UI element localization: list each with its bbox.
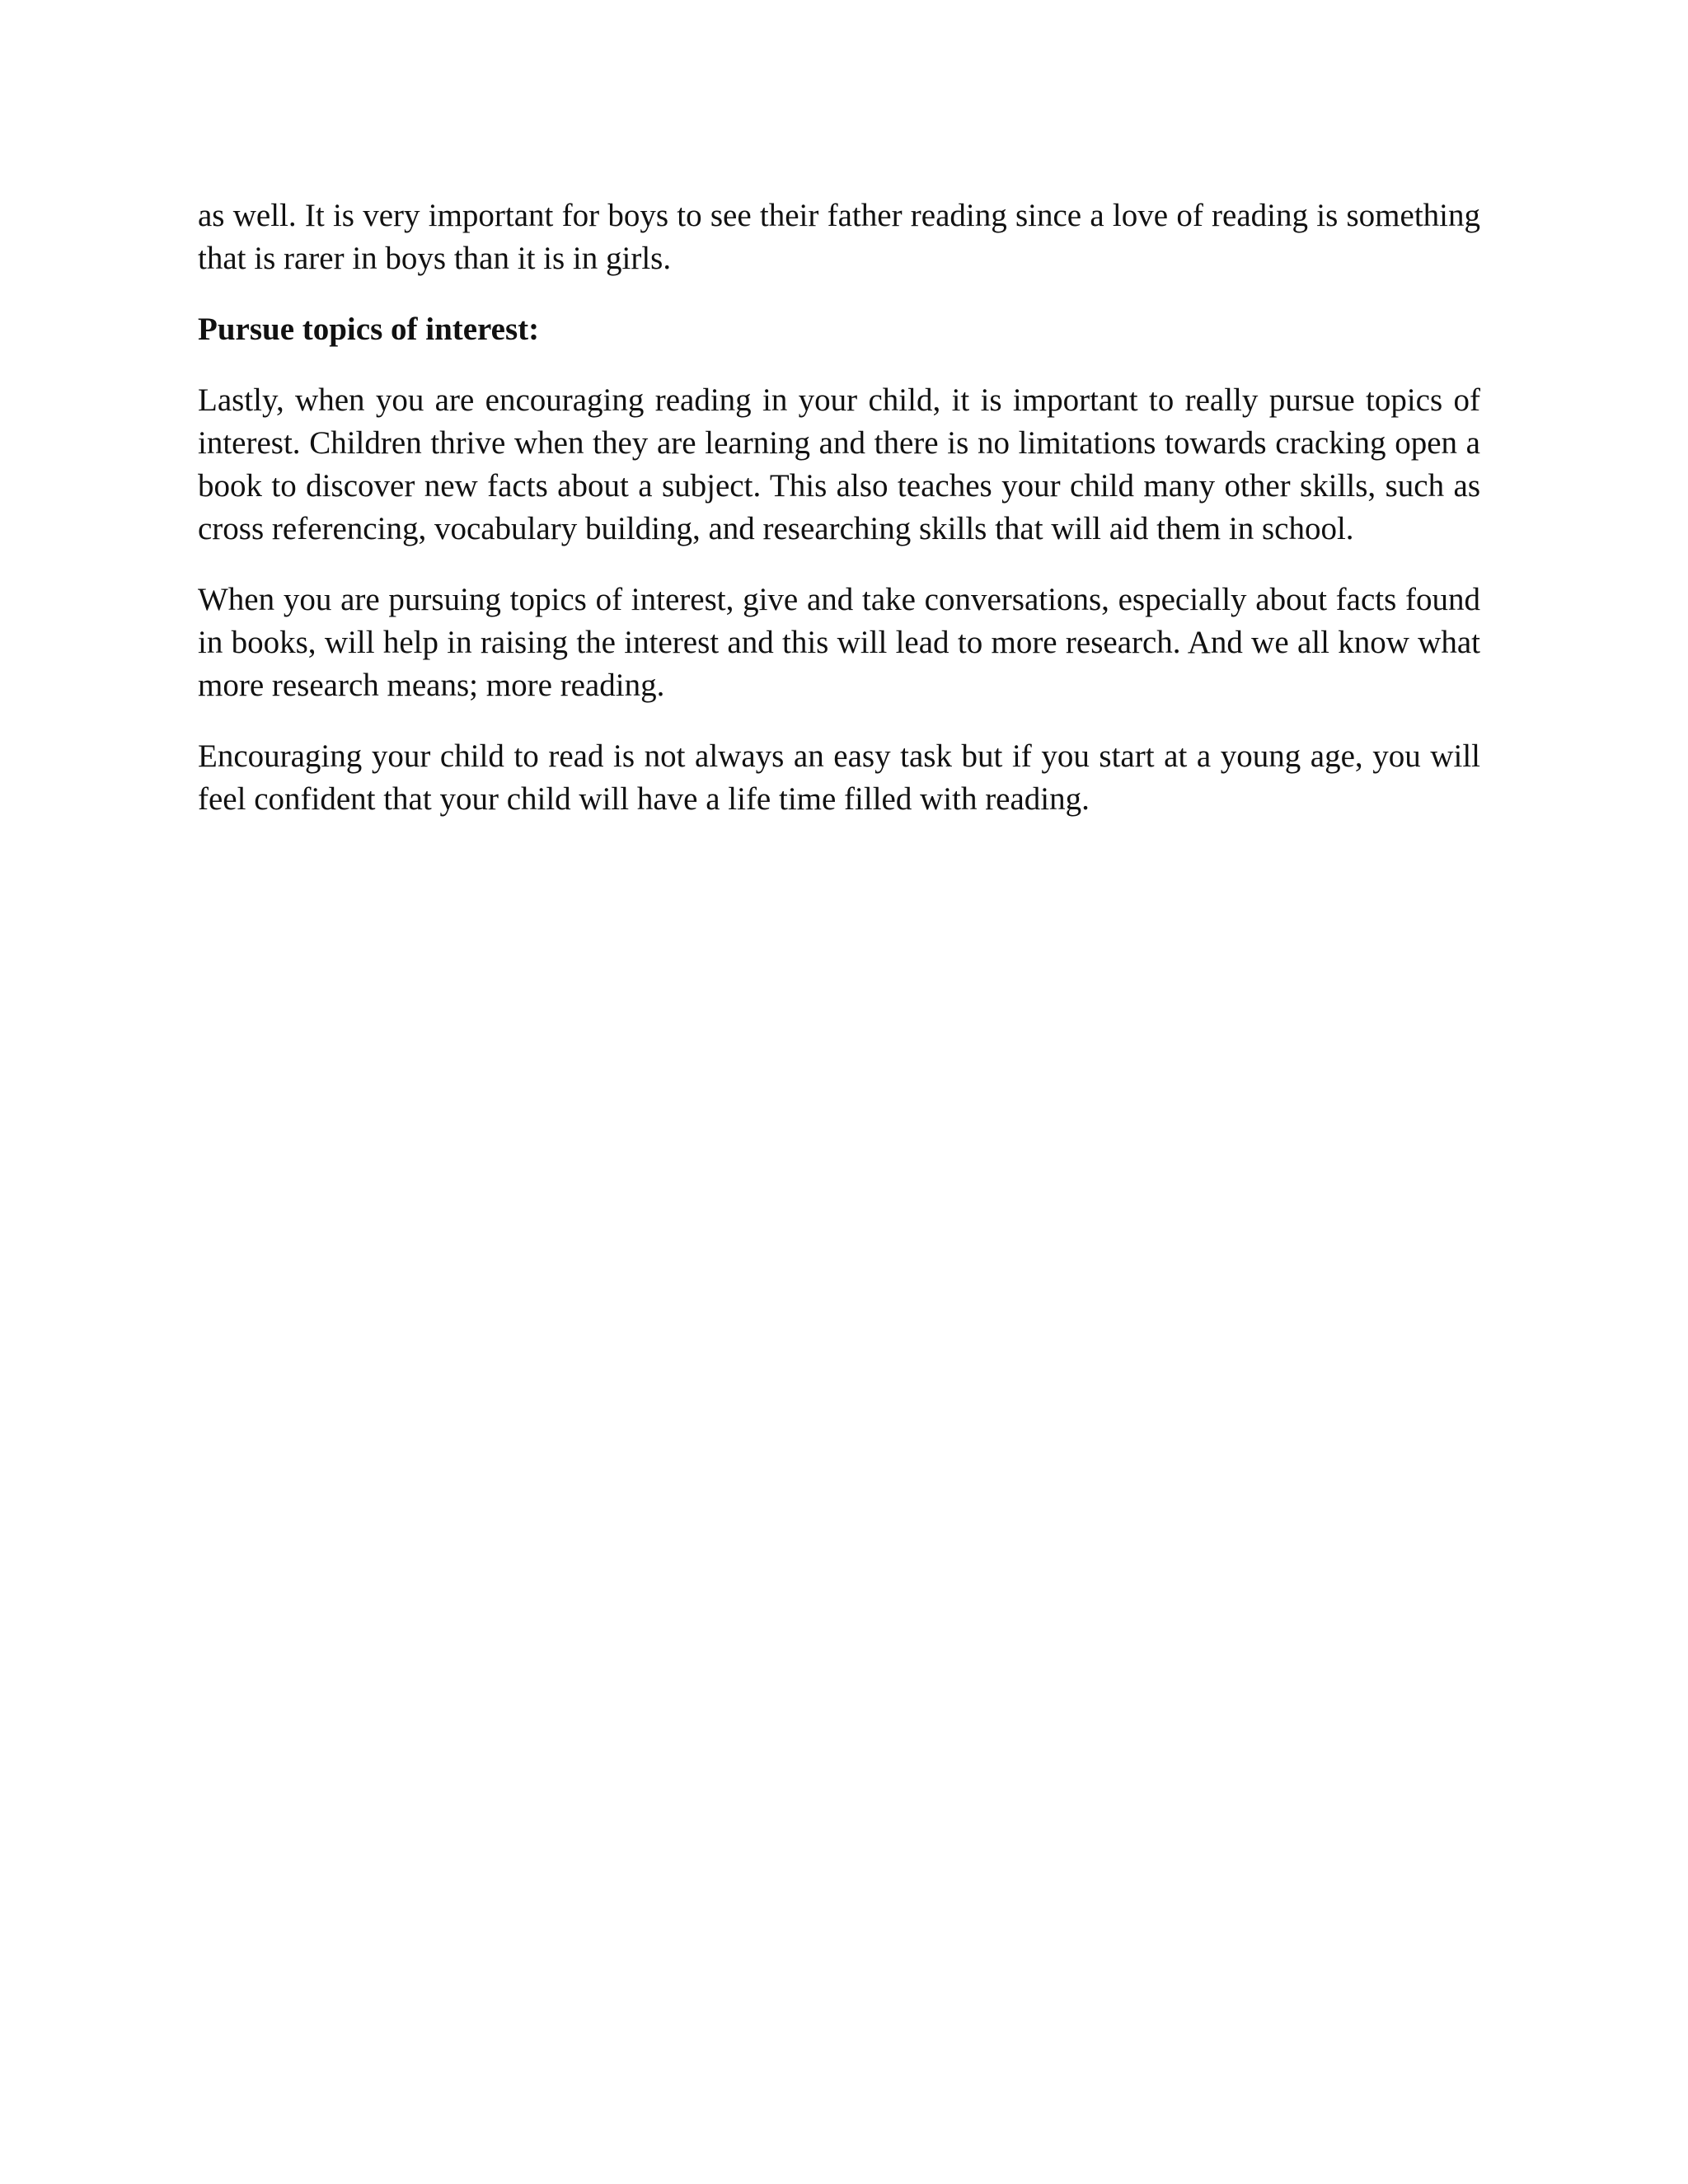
paragraph-conversations: When you are pursuing topics of interest, give and take conversations, especially about facts found in books, will help in raising the interest and this will lead to more research. And we all know what more research means; more reading.: [198, 582, 1480, 703]
document-page: [198, 194, 1480, 849]
paragraph-continuation: as well. It is very important for boys to see their father reading since a love of reading is something that is rarer in boys than it is in girls.: [198, 198, 1480, 276]
section-heading: Pursue topics of interest:: [198, 312, 540, 347]
paragraph-conclusion: Encouraging your child to read is not always an easy task but if you start at a young age, you will feel confident that your child will have a life time filled with reading.: [198, 738, 1480, 817]
paragraph-topics-of-interest: Lastly, when you are encouraging reading in your child, it is important to really pursue topics of interest. Children thrive when they are learning and there is no limitations towards cracking open a book to discover new facts about a subject. This also teaches your child many other skills, such as cross referencing, vocabulary building, and researching skills that will aid them in school.: [198, 382, 1480, 546]
